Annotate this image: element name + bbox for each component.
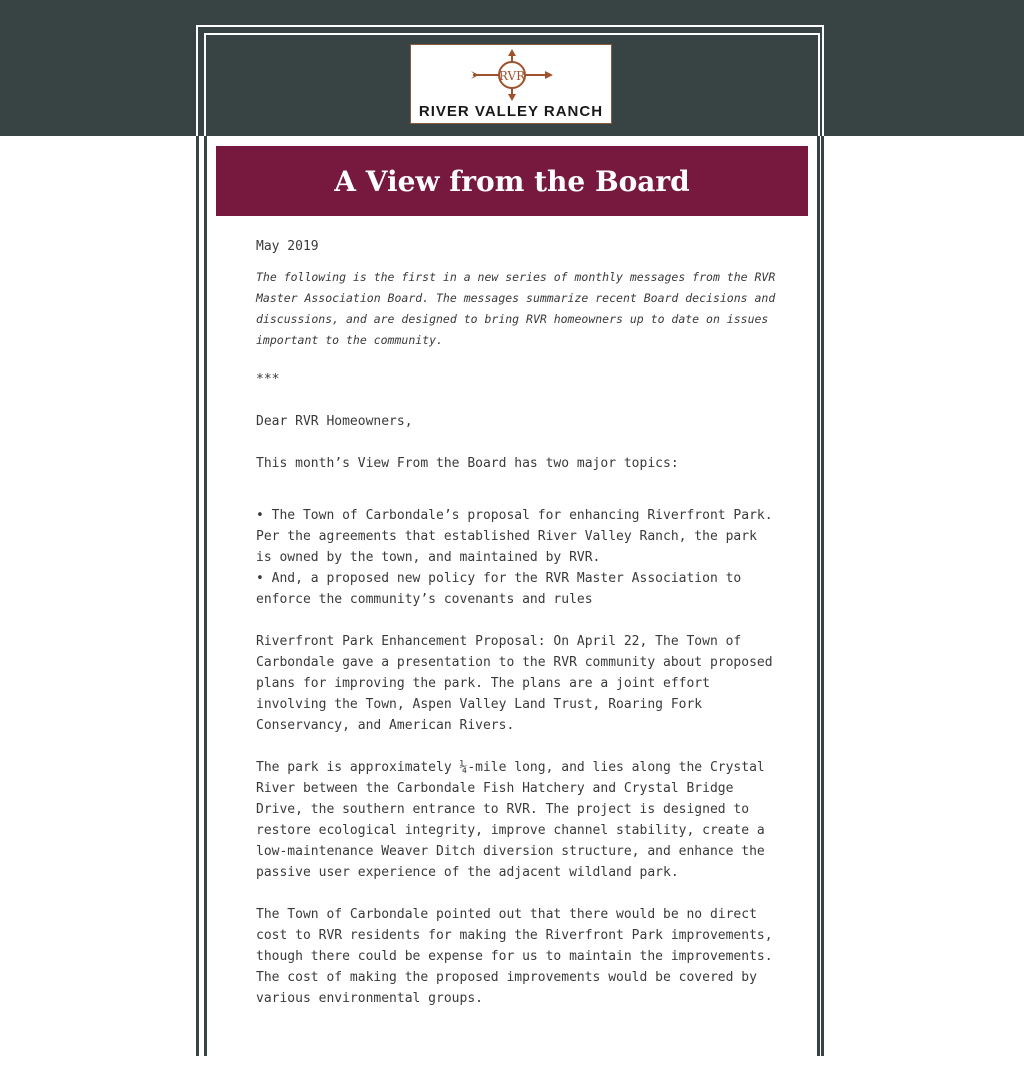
topics-intro: This month’s View From the Board has two major topics: (256, 456, 679, 471)
river-valley-ranch-logo[interactable] (410, 44, 612, 124)
article-body (256, 236, 776, 1009)
page-title: A View from the Board (334, 164, 690, 198)
bullet-item: • The Town of Carbondale’s proposal for enhancing Riverfront Park. Per the agreements that established River Valley Ranch, the park is owned by the town, and maintained by RVR. (256, 508, 773, 565)
title-bar (216, 146, 808, 216)
greeting: Dear RVR Homeowners, (256, 414, 413, 429)
article-date: May 2019 (256, 239, 319, 254)
separator: *** (256, 372, 280, 387)
paragraph: The Town of Carbondale pointed out that there would be no direct cost to RVR residents for making the Riverfront Park improvements, though there could be expense for us to maintain the improvements. The cost of making the proposed improvements would be covered by various environmental groups. (256, 907, 773, 1006)
paragraph: The park is approximately ¼-mile long, and lies along the Crystal River between the Carbondale Fish Hatchery and Crystal Bridge Drive, the southern entrance to RVR. The project is designed to restore ecological integrity, improve channel stability, create a low-maintenance Weaver Ditch diversion structure, and enhance the passive user experience of the adjacent wildland park. (256, 760, 765, 880)
svg-text:RVR: RVR (498, 69, 526, 83)
bullet-item: • And, a proposed new policy for the RVR Master Association to enforce the community’s covenants and rules (256, 571, 742, 607)
paragraph: Riverfront Park Enhancement Proposal: On April 22, The Town of Carbondale gave a presentation to the RVR community about proposed plans for improving the park. The plans are a joint effort involving the Town, Aspen Valley Land Trust, Roaring Fork Conservancy, and American Rivers. (256, 634, 773, 733)
logo-text: RIVER VALLEY RANCH (418, 103, 604, 120)
rvr-compass-icon (469, 49, 555, 101)
article-intro: The following is the first in a new series of monthly messages from the RVR Master Association Board. The messages summarize recent Board decisions and discussions, and are designed to bring RVR homeowners up to date on issues important to the community. (256, 270, 776, 347)
